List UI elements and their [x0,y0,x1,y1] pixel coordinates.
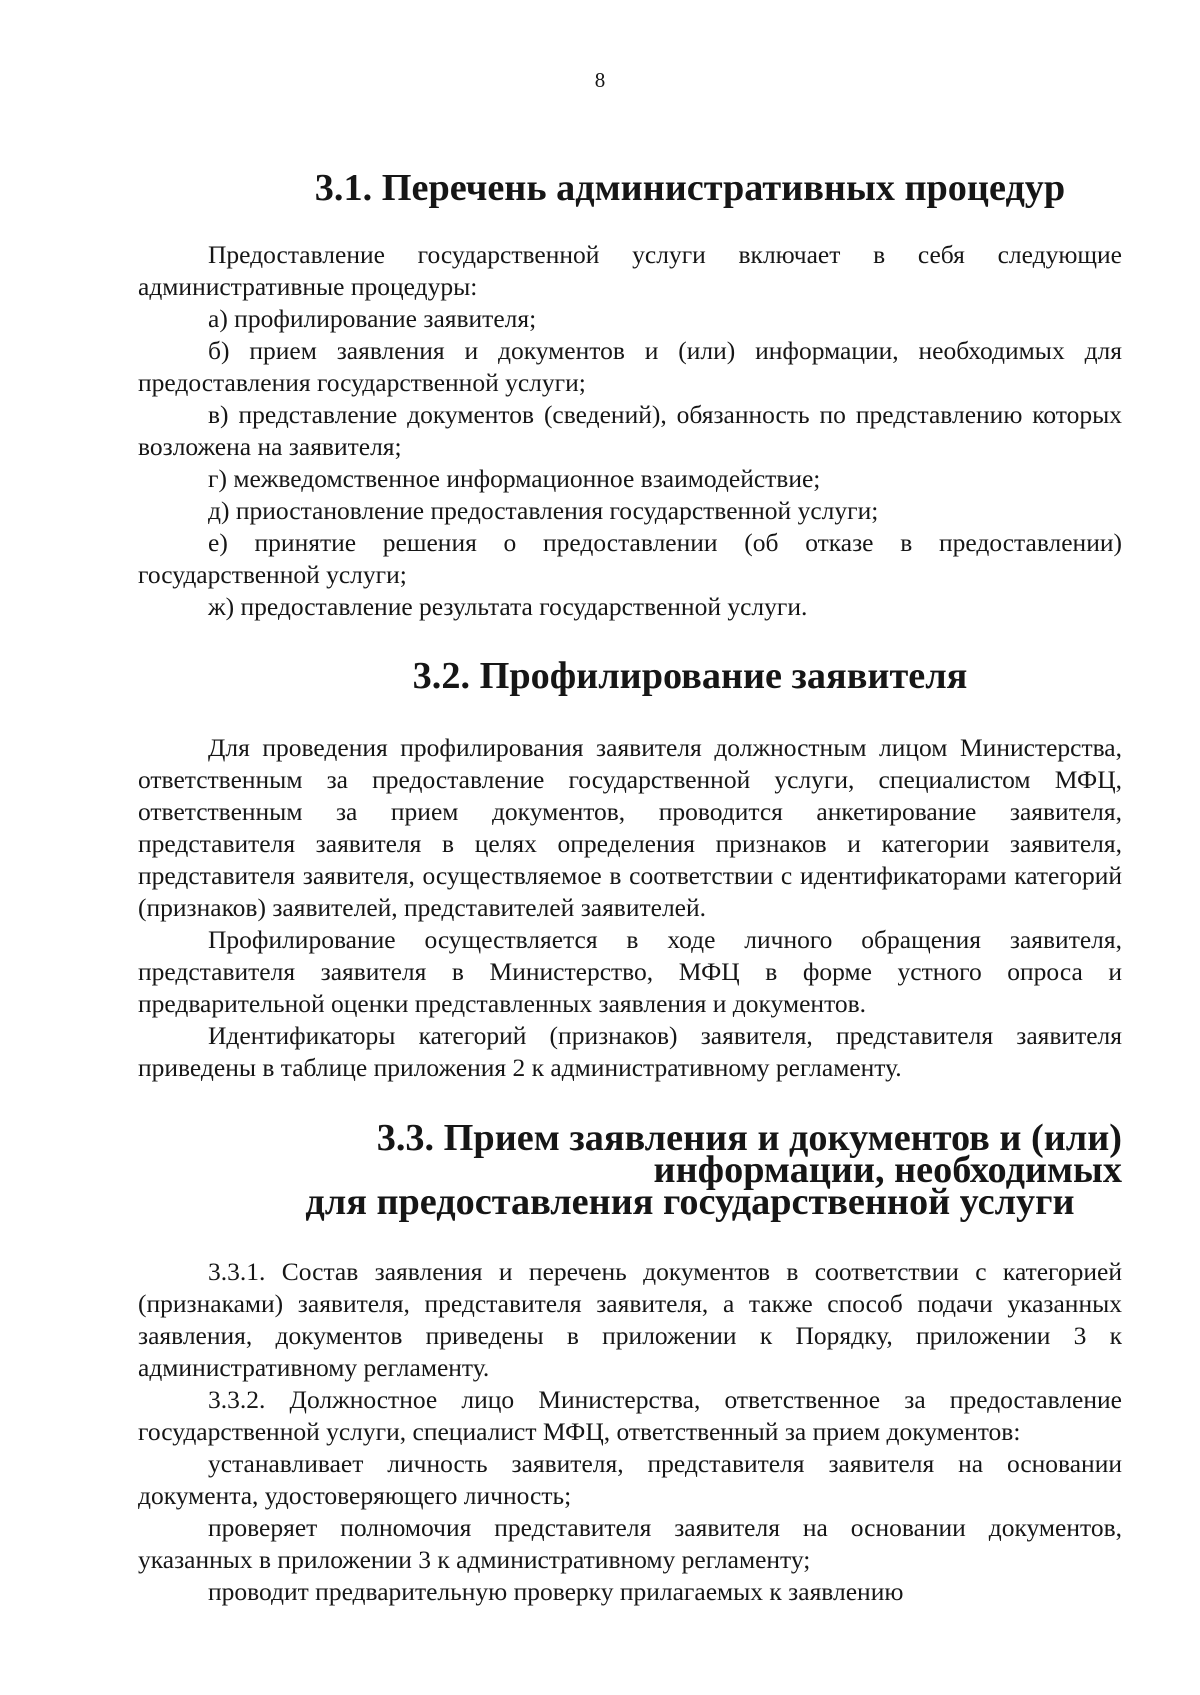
section-3-3-title-line-2: для предоставления государственной услуги [305,1181,1075,1223]
section-3-2-title: 3.2. Профилирование заявителя [412,655,968,697]
procedure-item-zh: ж) предоставление результата государственной услуги. [208,592,808,621]
section-3-3-paragraph: проверяет полномочия представителя заявителя на основании документов, указанных в приложении 3 к административному регламенту; [138,1513,1122,1574]
document-body [138,167,1122,1608]
section-3-1-title: 3.1. Перечень административных процедур [314,167,1066,209]
section-3-3-paragraph: устанавливает личность заявителя, представителя заявителя на основании документа, удостоверяющего личность; [138,1449,1122,1510]
section-3-3-paragraph: 3.3.2. Должностное лицо Министерства, ответственное за предоставление государственной услуги, специалист МФЦ, ответственный за прием документов: [138,1385,1122,1446]
procedure-item-d: д) приостановление предоставления государственной услуги; [208,496,879,525]
section-3-2-paragraph: Для проведения профилирования заявителя должностным лицом Министерства, ответственным за предоставление государственной услуги, специалистом МФЦ, ответственным за прием документов, проводится анкетирование заявителя, представителя заявителя в целях определения признаков и категории заявителя, представителя заявителя, осуществляемое в соответствии с идентификаторами категорий (признаков) заявителей, представителей заявителей. [138,733,1122,922]
page-number: 8 [594,68,606,92]
procedure-item-v: в) представление документов (сведений), обязанность по представлению которых возложена на заявителя; [138,400,1122,461]
section-3-2-paragraph: Профилирование осуществляется в ходе личного обращения заявителя, представителя заявителя в Министерство, МФЦ в форме устного опроса и предварительной оценки представленных заявления и документов. [138,925,1122,1018]
section-3-3-title [138,1117,1122,1223]
section-3-1-intro: Предоставление государственной услуги включает в себя следующие административные процедуры: [138,240,1122,301]
section-3-3-title-line-1: 3.3. Прием заявления и документов и (или) информации, необходимых [376,1117,1122,1191]
section-3-2-paragraph: Идентификаторы категорий (признаков) заявителя, представителя заявителя приведены в таблице приложения 2 к административному регламенту. [138,1021,1122,1082]
procedure-item-a: а) профилирование заявителя; [208,304,537,333]
procedure-item-e: е) принятие решения о предоставлении (об отказе в предоставлении) государственной услуги; [138,528,1122,589]
procedure-item-b: б) прием заявления и документов и (или) информации, необходимых для предоставления государственной услуги; [138,336,1122,397]
section-3-3-paragraph: 3.3.1. Состав заявления и перечень документов в соответствии с категорией (признаками) заявителя, представителя заявителя, а также способ подачи указанных заявления, документов приведены в приложении к Порядку, приложении 3 к административному регламенту. [138,1257,1122,1382]
section-3-3-paragraph: проводит предварительную проверку прилагаемых к заявлению [208,1577,904,1606]
procedure-item-g: г) межведомственное информационное взаимодействие; [208,464,821,493]
